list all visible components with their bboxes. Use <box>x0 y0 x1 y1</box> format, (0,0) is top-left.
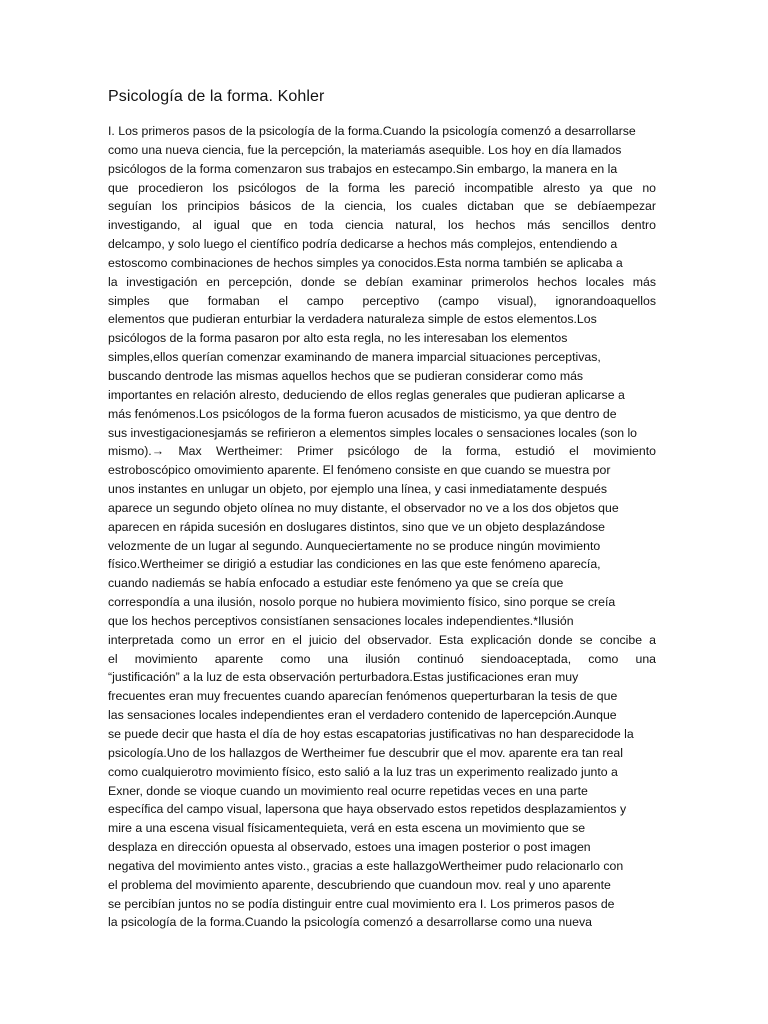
body-line: psicólogos de la forma comenzaron sus trabajos en estecampo.Sin embargo, la manera en la <box>108 161 618 176</box>
document-title: Psicología de la forma. Kohler <box>108 88 325 105</box>
body-line: negativa del movimiento antes visto., gracias a este hallazgoWertheimer pudo relacionarlo con <box>108 858 624 873</box>
body-line: velozmente de un lugar al segundo. Aunqueciertamente no se produce ningún movimiento <box>108 538 601 553</box>
body-line: frecuentes eran muy frecuentes cuando aparecían fenómenos queperturbaran la tesis de que <box>108 689 618 704</box>
body-line: que procedieron los psicólogos de la forma les pareció incompatible alresto ya que no <box>108 180 656 195</box>
body-line: importantes en relación alresto, deduciendo de ellos reglas generales que pudieran aplicarse a <box>108 387 625 402</box>
body-line: unos instantes en unlugar un objeto, por ejemplo una línea, y casi inmediatamente después <box>108 482 608 497</box>
body-line: aparecen en rápida sucesión en doslugares distintos, sino que ve un objeto desplazándose <box>108 519 606 534</box>
body-line: psicología.Uno de los hallazgos de Wertheimer fue descubrir que el mov. aparente era tan real <box>108 745 623 760</box>
body-line: se puede decir que hasta el día de hoy estas escapatorias justificativas no han desparecidode la <box>108 727 634 741</box>
body-line: desplaza en dirección opuesta al observado, estoes una imagen posterior o post imagen <box>108 840 591 855</box>
body-line: el movimiento aparente como una ilusión continuó siendoaceptada, como una <box>108 651 656 666</box>
body-line: las sensaciones locales independientes eran el verdadero contenido de lapercepción.Aunque <box>108 708 617 723</box>
body-line: estoscomo combinaciones de hechos simples ya conocidos.Esta norma también se aplicaba a <box>108 255 623 270</box>
body-line: más fenómenos.Los psicólogos de la forma fueron acusados de misticismo, ya que dentro de <box>108 406 617 421</box>
body-line: cuando nadiemás se había enfocado a estudiar este fenómeno ya que se creía que <box>108 576 564 591</box>
body-line: mire a una escena visual físicamentequieta, verá en esta escena un movimiento que se <box>108 821 586 836</box>
body-line: estroboscópico omovimiento aparente. El fenómeno consiste en que cuando se muestra por <box>108 463 611 478</box>
body-line: delcampo, y solo luego el científico podría dedicarse a hechos más complejos, entendiendo a <box>108 237 618 252</box>
body-line: mismo).→ Max Wertheimer: Primer psicólogo de la forma, estudió el movimiento <box>108 444 656 459</box>
body-line: físico.Wertheimer se dirigió a estudiar las condiciones en las que este fenómeno aparecía, <box>108 557 601 572</box>
body-line: como cualquierotro movimiento físico, esto salió a la luz tras un experimento realizado junto a <box>108 764 618 779</box>
body-line: que los hechos perceptivos consistíanen sensaciones locales independientes.*Ilusión <box>108 613 574 628</box>
body-line: simples que formaban el campo perceptivo (campo visual), ignorandoaquellos <box>108 293 656 308</box>
body-line: sus investigacionesjamás se refirieron a elementos simples locales o sensaciones locales (son lo <box>108 425 638 440</box>
body-line: el problema del movimiento aparente, descubriendo que cuandoun mov. real y uno aparente <box>108 877 611 892</box>
document-body <box>108 122 656 932</box>
body-line: interpretada como un error en el juicio del observador. Esta explicación donde se concibe a <box>108 632 656 647</box>
body-line: se percibían juntos no se podía distinguir entre cual movimiento era I. Los primeros pasos de <box>108 896 615 911</box>
body-line: “justificación” a la luz de esta observación perturbadora.Estas justificaciones eran muy <box>108 670 579 685</box>
body-line: I. Los primeros pasos de la psicología de la forma.Cuando la psicología comenzó a desarrollarse <box>108 124 636 138</box>
body-line: psicólogos de la forma pasaron por alto esta regla, no les interesaban los elementos <box>108 331 568 346</box>
body-line: como una nueva ciencia, fue la percepción, la materiamás asequible. Los hoy en día llamados <box>108 142 622 157</box>
body-line: específica del campo visual, lapersona que haya observado estos repetidos desplazamientos y <box>108 802 627 817</box>
body-line: investigando, al igual que en toda ciencia natural, los hechos más sencillos dentro <box>108 218 656 233</box>
body-line: correspondía a una ilusión, nosolo porque no hubiera movimiento físico, sino porque se creía <box>108 595 616 610</box>
body-line: la psicología de la forma.Cuando la psicología comenzó a desarrollarse como una nueva <box>108 915 592 930</box>
body-line: seguían los principios básicos de la ciencia, los cuales dictaban que se debíaempezar <box>108 199 656 214</box>
body-line: Exner, donde se vioque cuando un movimiento real ocurre repetidas veces en una parte <box>108 783 588 798</box>
body-line: buscando dentrode las mismas aquellos hechos que se pudieran considerar como más <box>108 368 584 383</box>
body-line: simples,ellos querían comenzar examinando de manera imparcial situaciones perceptivas, <box>108 350 601 365</box>
body-line: la investigación en percepción, donde se debían examinar primerolos hechos locales más <box>108 274 656 289</box>
body-line: elementos que pudieran enturbiar la verdadera naturaleza simple de estos elementos.Los <box>108 312 597 327</box>
body-line: aparece un segundo objeto olínea no muy distante, el observador no ve a los dos objetos que <box>108 500 619 515</box>
